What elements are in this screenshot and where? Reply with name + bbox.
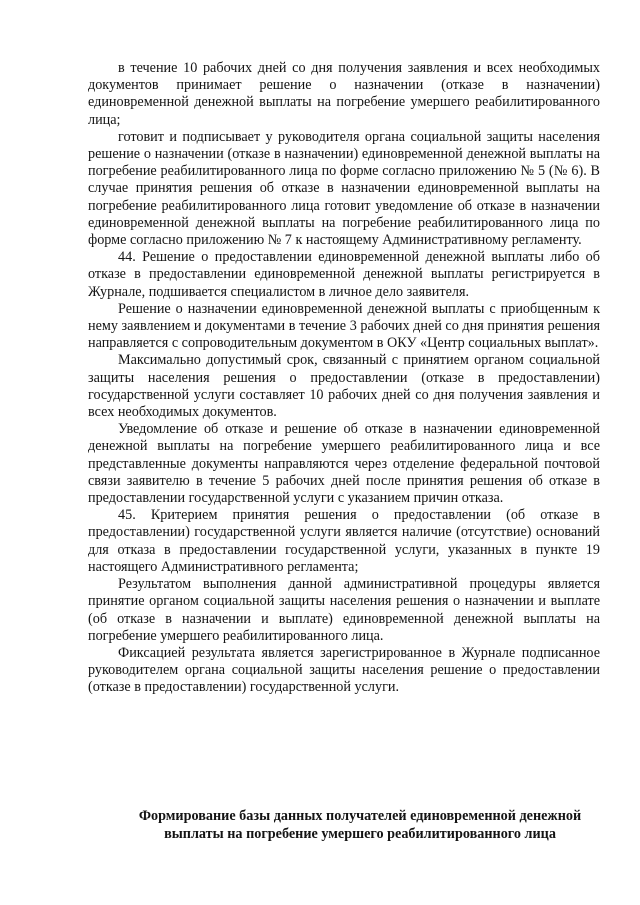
section-heading-line-1: Формирование базы данных получателей единовременной денежной bbox=[138, 808, 582, 824]
paragraph-term-10-days: в течение 10 рабочих дней со дня получения заявления и всех необходимых документов принимает решение о назначении (отказе в назначении) единовременной денежной выплаты на погребение умершего реабилитированного лица; bbox=[88, 60, 600, 128]
section-heading-line-2: выплаты на погребение умершего реабилитированного лица bbox=[164, 825, 556, 842]
paragraph-44-registration: 44. Решение о предоставлении единовременной денежной выплаты либо об отказе в предоставлении единовременной денежной выплаты регистрируется в Журнале, подшивается специалистом в личное дело заявителя. bbox=[88, 249, 600, 300]
paragraph-fixation: Фиксацией результата является зарегистрированное в Журнале подписанное руководителем органа социальной защиты населения решение о предоставлении (отказе в предоставлении) государственной услуги. bbox=[88, 644, 600, 696]
paragraph-result: Результатом выполнения данной административной процедуры является принятие органом социальной защиты населения решения о назначении и выплате (об отказе в назначении и выплате) единовременной денежной выплаты на погребение умершего реабилитированного лица. bbox=[88, 576, 600, 644]
paragraph-decision-forwarding: Решение о назначении единовременной денежной выплаты с приобщенным к нему заявлением и документами в течение 3 рабочих дней со дня принятия решения направляется с сопроводительным документом в ОКУ «Центр социальных выплат». bbox=[88, 300, 600, 352]
body-text bbox=[88, 60, 600, 697]
section-heading bbox=[110, 808, 610, 843]
paragraph-max-term: Максимально допустимый срок, связанный с принятием органом социальной защиты населения решения о предоставлении (отказе в предоставлении) государственной услуги составляет 10 рабочих дней со дня получения заявления и всех необходимых документов. bbox=[88, 352, 600, 421]
paragraph-prepares-decision: готовит и подписывает у руководителя органа социальной защиты населения решение о назначении (отказе в назначении) единовременной денежной выплаты на погребение реабилитированного лица по форме согласно приложению № 5 (№ 6). В случае принятия решения об отказе в назначении единовременной выплаты на погребение реабилитированного лица готовит уведомление об отказе в назначении единовременной денежной выплаты на погребение реабилитированного лица по форме согласно приложению № 7 к настоящему Административному регламенту. bbox=[88, 128, 600, 249]
paragraph-refusal-notice: Уведомление об отказе и решение об отказе в назначении единовременной денежной выплаты на погребение умершего реабилитированного лица и все представленные документы направляются через отделение федеральной почтовой связи заявителю в течение 5 рабочих дней после принятия решения об отказе в предоставлении государственной услуги с указанием причин отказа. bbox=[88, 421, 600, 507]
paragraph-45-criterion: 45. Критерием принятия решения о предоставлении (об отказе в предоставлении) государственной услуги является наличие (отсутствие) оснований для отказа в предоставлении государственной услуги, указанных в пункте 19 настоящего Административного регламента; bbox=[88, 507, 600, 575]
